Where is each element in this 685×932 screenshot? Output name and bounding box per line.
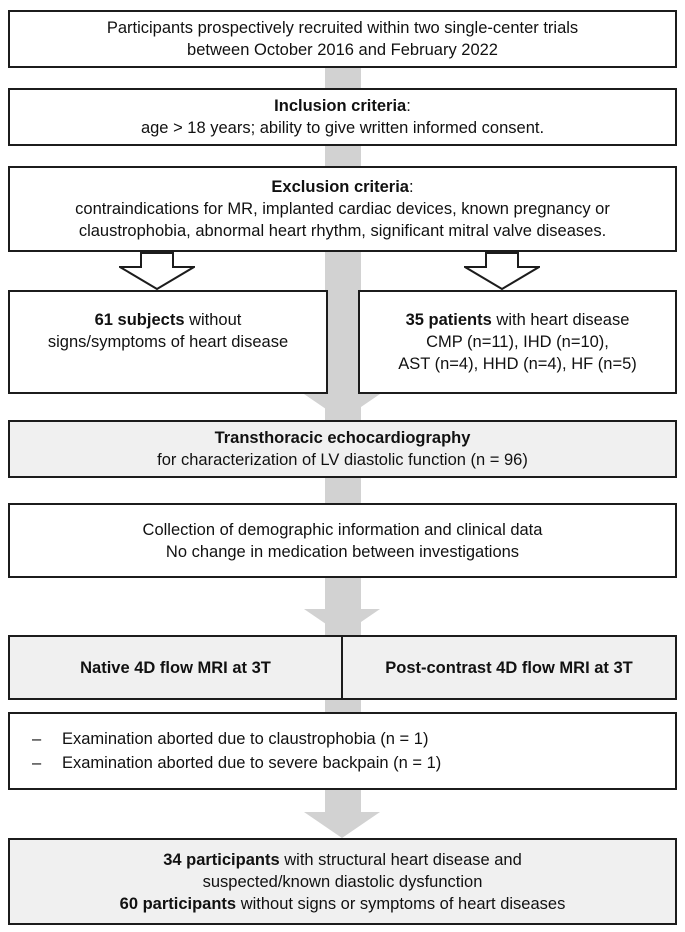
down-arrow-filled-icon — [304, 609, 380, 635]
heart-disease-line1: 35 patients with heart disease — [405, 311, 630, 329]
heart-disease-line2: CMP (n=11), IHD (n=10), — [426, 333, 609, 351]
exclusion-criteria-box — [8, 166, 677, 252]
post-contrast-mri-label: Post-contrast 4D flow MRI at 3T — [385, 658, 633, 677]
final-line2: suspected/known diastolic dysfunction — [202, 872, 483, 891]
recruitment-line2: between October 2016 and February 2022 — [187, 41, 498, 59]
aborted-item-text: Examination aborted due to claustrophobia (n = 1) — [62, 730, 429, 748]
native-mri-label: Native 4D flow MRI at 3T — [80, 658, 271, 677]
native-mri-box — [8, 635, 343, 700]
aborted-item — [32, 751, 441, 775]
inclusion-criteria-box — [8, 88, 677, 146]
inclusion-heading: Inclusion criteria: — [274, 97, 411, 115]
no-disease-line2: signs/symptoms of heart disease — [47, 333, 289, 351]
exclusion-heading: Exclusion criteria: — [271, 178, 414, 196]
data-collection-box — [8, 503, 677, 578]
collection-line1: Collection of demographic information and clinical data — [142, 520, 543, 539]
down-arrow-outline-icon — [119, 252, 195, 290]
aborted-item-text: Examination aborted due to severe backpain (n = 1) — [62, 754, 442, 772]
aborted-examinations-box — [8, 712, 677, 790]
post-contrast-mri-box — [341, 635, 677, 700]
final-line3: 60 participants without signs or symptoms of heart diseases — [119, 894, 566, 913]
echo-body: for characterization of LV diastolic function (n = 96) — [157, 451, 528, 469]
aborted-item — [32, 727, 428, 751]
heart-disease-line3: AST (n=4), HHD (n=4), HF (n=5) — [398, 355, 637, 373]
heart-disease-box — [358, 290, 677, 394]
dash-bullet: – — [32, 730, 42, 748]
down-arrow-filled-icon — [304, 812, 380, 838]
dash-bullet: – — [32, 754, 42, 772]
recruitment-line1: Participants prospectively recruited within two single-center trials — [106, 19, 579, 37]
collection-line2: No change in medication between investigations — [165, 542, 520, 561]
inclusion-body: age > 18 years; ability to give written informed consent. — [140, 119, 545, 137]
no-disease-box — [8, 290, 328, 394]
exclusion-body-line1: contraindications for MR, implanted cardiac devices, known pregnancy or — [75, 200, 610, 218]
echocardiography-box — [8, 420, 677, 478]
echo-heading: Transthoracic echocardiography — [214, 429, 471, 447]
final-line1: 34 participants with structural heart disease and — [163, 850, 522, 869]
exclusion-body-line2: claustrophobia, abnormal heart rhythm, significant mitral valve diseases. — [78, 222, 607, 240]
down-arrow-outline-icon — [464, 252, 540, 290]
recruitment-box — [8, 10, 677, 68]
no-disease-line1: 61 subjects without — [94, 311, 242, 329]
down-arrow-filled-icon — [304, 394, 380, 420]
final-cohort-box — [8, 838, 677, 925]
